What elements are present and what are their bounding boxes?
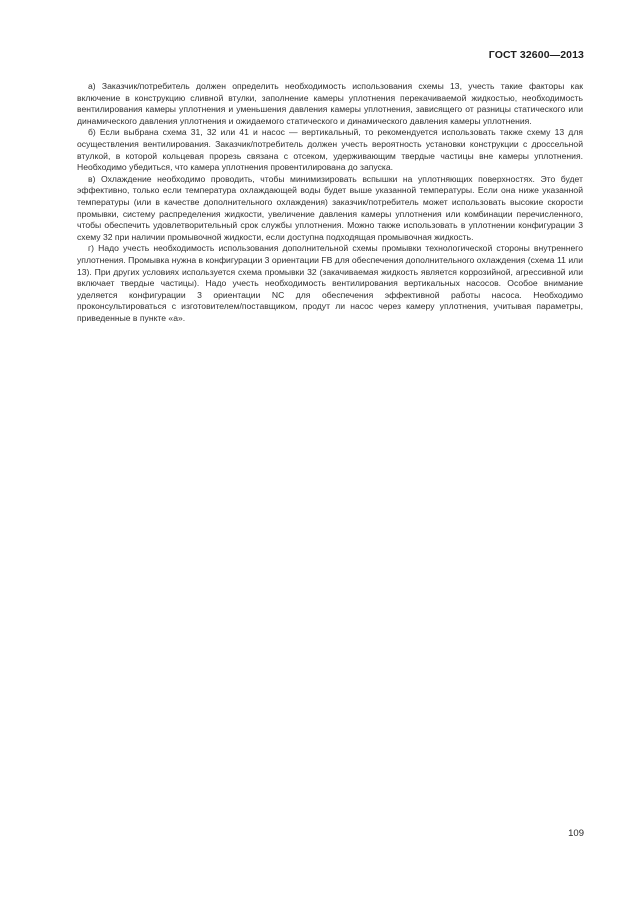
document-body: [77, 81, 583, 324]
paragraph-a: а) Заказчик/потребитель должен определить необходимость использования схемы 13, учесть такие факторы как включение в конструкцию сливной втулки, заполнение камеры уплотнения перекачиваемой жидкостью, необходимость вентилирования камеры уплотнения и уменьшения давления камеры уплотнения, зависящего от разницы статического или динамического давления уплотнения и ожидаемого статического и динамического давления камеры уплотнения.: [77, 81, 583, 126]
paragraph-b: б) Если выбрана схема 31, 32 или 41 и насос — вертикальный, то рекомендуется использовать также схему 13 для осуществления вентилирования. Заказчик/потребитель должен учесть вероятность установки конструкции с дроссельной втулкой, в которой кольцевая прорезь связана с отсеком, удерживающим твердые частицы вне камеры уплотнения. Необходимо убедиться, что камера уплотнения провентилирована до запуска.: [77, 127, 583, 173]
paragraph-v: в) Охлаждение необходимо проводить, чтобы минимизировать вспышки на уплотняющих поверхностях. Это будет эффективно, только если температура охлаждающей воды будет выше указанной температуры. Если она ниже указанной температуры (или в качестве дополнительного охлаждения) заказчик/потребитель может использовать высокие скорости промывки, систему распределения жидкости, увеличение давления камеры уплотнения или комбинации перечисленного, чтобы обеспечить удовлетворительный срок службы уплотнения. Можно также использовать в уплотнении конфигурации 3 схему 32 при наличии промывочной жидкости, если доступна подходящая промывочная жидкость.: [77, 173, 583, 242]
paragraph-g: г) Надо учесть необходимость использования дополнительной схемы промывки технологической стороны внутреннего уплотнения. Промывка нужна в конфигурации 3 ориентации FB для обеспечения дополнительного охлаждения (схема 11 или 13). При других условиях используется схема промывки 32 (закачиваемая жидкость является коррозийной, агрессивной или включает твердые частицы). Надо учесть необходимость вентилирования вертикальных насосов. Особое внимание уделяется конфигурации 3 ориентации NC для обеспечения эффективной работы насоса. Необходимо проконсультироваться с изготовителем/поставщиком, продут ли насос через камеру уплотнения, учитывая параметры, приведенные в пункте «а».: [77, 243, 583, 323]
page-number: 109: [568, 828, 584, 839]
document-code-header: ГОСТ 32600—2013: [488, 49, 584, 61]
